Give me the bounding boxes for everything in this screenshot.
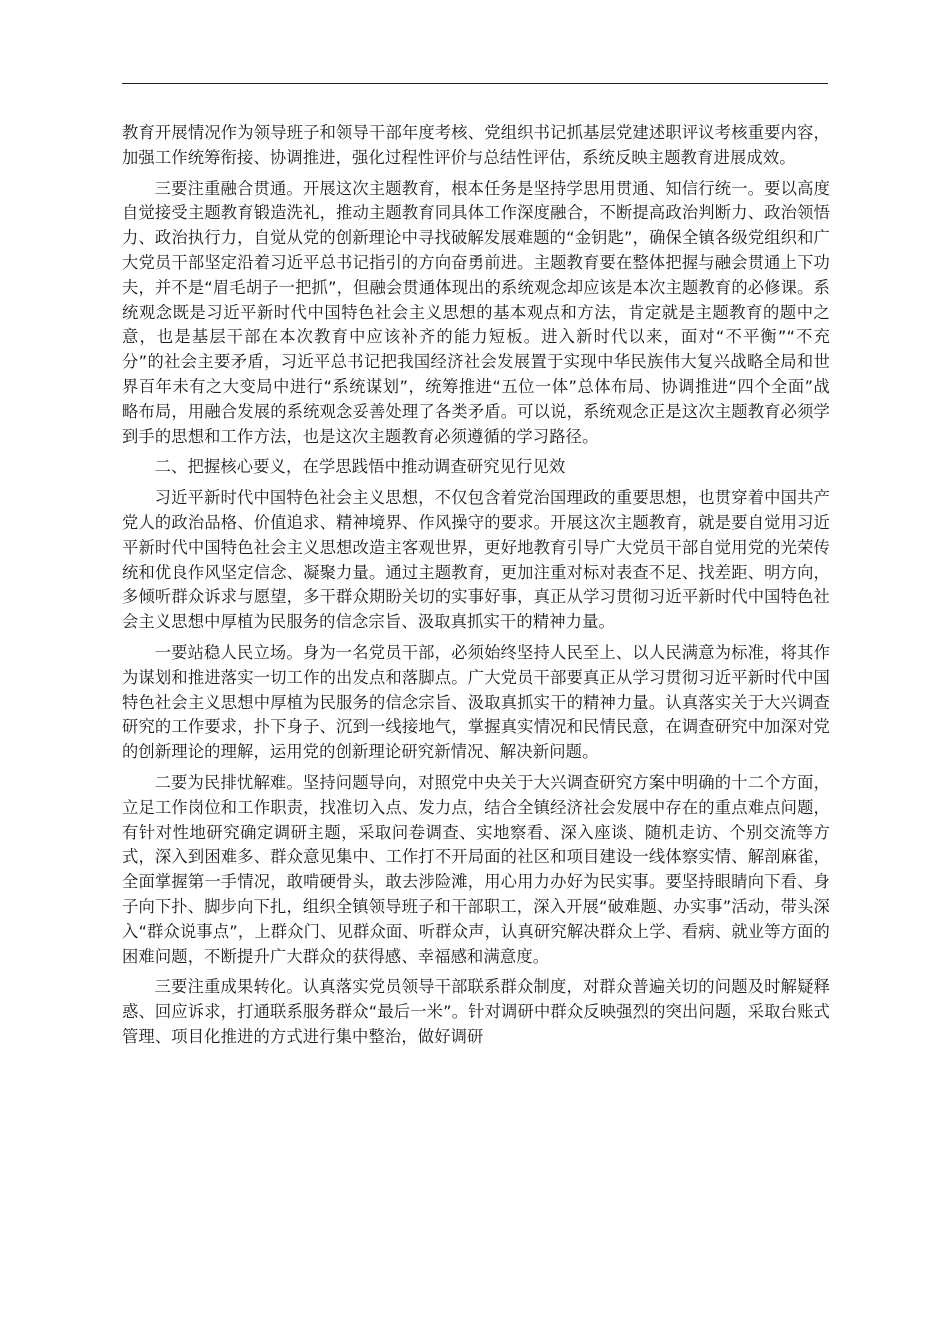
- paragraph-people-stance: 一要站稳人民立场。身为一名党员干部，必须始终坚持人民至上、以人民满意为标准，将其作为谋划和推进落实一切工作的出发点和落脚点。广大党员干部要真正从学习贯彻习近平新时代中国特色社会主义思想中厚植为民服务的信念宗旨、汲取真抓实干的精神力量。认真落实关于大兴调查研究的工作要求，扑下身子、沉到一线接地气，掌握真实情况和民情民意，在调查研究中加深对党的创新理论的理解，运用党的创新理论研究新情况、解决新问题。: [122, 642, 830, 762]
- document-body: [122, 121, 830, 1056]
- paragraph-thought: 习近平新时代中国特色社会主义思想，不仅包含着党治国理政的重要思想，也贯穿着中国共产党人的政治品格、价值追求、精神境界、作风操守的要求。开展这次主题教育，就是要自觉用习近平新时代中国特色社会主义思想改造主客观世界，更好地教育引导广大党员干部自觉用党的光荣传统和优良作风坚定信念、凝聚力量。通过主题教育，更加注重对标对表查不足、找差距、明方向，多倾听群众诉求与愿望，多干群众期盼关切的实事好事，真正从学习贯彻习近平新时代中国特色社会主义思想中厚植为民服务的信念宗旨、汲取真抓实干的精神力量。: [122, 488, 830, 632]
- section-heading-2: 二、把握核心要义，在学思践悟中推动调查研究见行见效: [154, 457, 566, 477]
- paragraph-continuation: 教育开展情况作为领导班子和领导干部年度考核、党组织书记抓基层党建述职评议考核重要内容，加强工作统筹衔接、协调推进，强化过程性评价与总结性评估，系统反映主题教育进展成效。: [122, 123, 830, 167]
- paragraph-solve-problems: 二要为民排忧解难。坚持问题导向，对照党中央关于大兴调查研究方案中明确的十二个方面，立足工作岗位和工作职责，找准切入点、发力点，结合全镇经济社会发展中存在的重点难点问题，有针对性地研究确定调研主题，采取问卷调查、实地察看、深入座谈、随机走访、个别交流等方式，深入到困难多、群众意见集中、工作打不开局面的社区和项目建设一线体察实情、解剖麻雀，全面掌握第一手情况，敢啃硬骨头，敢去涉险滩，用心用力办好为民实事。要坚持眼睛向下看、身子向下扑、脚步向下扎，组织全镇领导班子和干部职工，深入开展“破难题、办实事”活动，带头深入“群众说事点”，上群众门、见群众面、听群众声，认真研究解决群众上学、看病、就业等方面的困难问题，不断提升广大群众的获得感、幸福感和满意度。: [122, 772, 830, 966]
- header-rule: [122, 83, 828, 84]
- paragraph-results-transformation: 三要注重成果转化。认真落实党员领导干部联系群众制度，对群众普遍关切的问题及时解疑释惑、回应诉求，打通联系服务群众“最后一米”。针对调研中群众反映强烈的突出问题，采取台账式管理、项目化推进的方式进行集中整治，做好调研: [122, 977, 830, 1046]
- paragraph-integration: 三要注重融合贯通。开展这次主题教育，根本任务是坚持学思用贯通、知信行统一。要以高度自觉接受主题教育锻造洗礼，推动主题教育同具体工作深度融合，不断提高政治判断力、政治领悟力、政治执行力，自觉从党的创新理论中寻找破解发展难题的“金钥匙”，确保全镇各级党组织和广大党员干部坚定沿着习近平总书记指引的方向奋勇前进。主题教育要在整体把握与融会贯通上下功夫，并不是“眉毛胡子一把抓”，但融会贯通体现出的系统观念却应该是本次主题教育的必修课。系统观念既是习近平新时代中国特色社会主义思想的基本观点和方法，肯定就是主题教育的题中之意，也是基层干部在本次教育中应该补齐的能力短板。进入新时代以来，面对“不平衡”“不充分”的社会主要矛盾，习近平总书记把我国经济社会发展置于实现中华民族伟大复兴战略全局和世界百年未有之大变局中进行“系统谋划”，统筹推进“五位一体”总体布局、协调推进“四个全面”战略布局，用融合发展的系统观念妥善处理了各类矛盾。可以说，系统观念正是这次主题教育必须学到手的思想和工作方法，也是这次主题教育必须遵循的学习路径。: [122, 178, 830, 446]
